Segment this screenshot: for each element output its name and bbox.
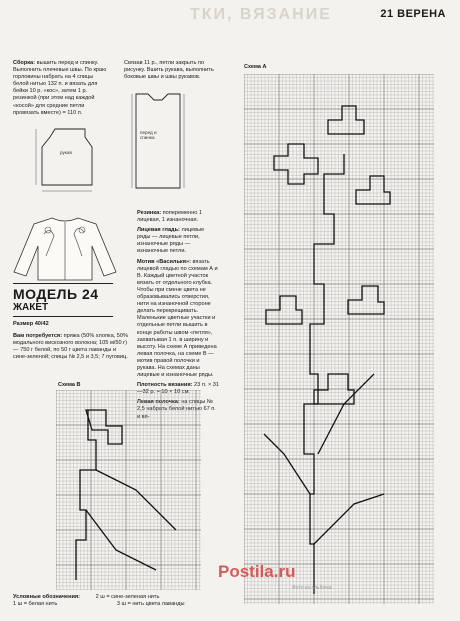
front-back-label: перед и спинка bbox=[140, 130, 157, 140]
sleeve-label: рукав bbox=[60, 150, 72, 155]
legend-item: 1 ш = белая нить bbox=[13, 601, 58, 608]
leaf bbox=[318, 374, 374, 454]
legend-item: 2 ш = сине-зеленая нить bbox=[95, 594, 160, 600]
motif-para: Мотив «Василькя»: вязать лицевой гладью по схемам А и В. Каждый цветной участок вязать от отдельного клубка. Чтобы при смене цвета не образовывались отверстия, нити на изнаночной стороне делать перекрещивать. Маленькие цветные участки и отдельные петли вышить в конце работы швом «петля», захватывая 1 п. в ширину и высоту. На схеме А приведена левая полочка, на схеме В — мотив правой полочки и рукава. На схемах даны лицевые и изнаночные ряды. bbox=[137, 258, 218, 379]
faint-heading: ТКИ, ВЯЗАНИЕ bbox=[190, 6, 332, 23]
flower-head bbox=[356, 176, 390, 204]
schema-a-grid bbox=[244, 74, 434, 604]
schema-a-label: Схема А bbox=[244, 64, 267, 70]
stockinette-para: Лицевая гладь: лицевые ряды — лицевые петли, изнаночные ряды — изнаночные петли. bbox=[137, 227, 205, 255]
density-para: Плотность вязания: 23 п. × 31—32 р. = 10 × 10 см. bbox=[137, 382, 220, 396]
title-rule bbox=[13, 283, 113, 284]
assembly-text: Сборка: вышить перед и спинку. Выполнить плечевые швы. По краю горловины набрать на 4 спицы белой нитью 132 п. и вязать для бейки 10 р. «кос», затем 1 р. резинкой (при этом над каждой «косой» для средние петли провязать вместе) = 110 п. bbox=[13, 60, 107, 116]
schema-b-grid bbox=[56, 390, 201, 590]
left-front-para: Левая полочка: на спицы № 2,5 набрать белой нитью 67 п. и вя- bbox=[137, 399, 216, 420]
closing-text: Связав 11 р., петли закрыть по рисунку. Вшить рукава, выполнить боковые швы и швы рукавов. bbox=[124, 60, 214, 81]
flower-head bbox=[348, 286, 384, 314]
magazine-name: ВЕРЕНА bbox=[397, 8, 446, 20]
materials-text: Вам потребуется: пряжа (50% хлопка, 50% модального вискозного волокна; 105 м/50 г) — 750 г белой, по 50 г цвета лаванды и сине-зеленой; спицы № 2,5 и 3,5; 7 пуговиц. bbox=[13, 333, 128, 361]
rib-para: Резинка: попеременно 1 лицевая, 1 изнаночная. bbox=[137, 210, 203, 224]
page-number: 21 bbox=[380, 8, 394, 20]
legend-item: 3 ш = нить цвета лаванды bbox=[116, 601, 185, 608]
watermark: Postila.ru bbox=[218, 562, 296, 581]
flower-head bbox=[274, 144, 318, 184]
legend: Условные обозначения: 2 ш = сине-зеленая нить 1 ш = белая нить 3 ш = нить цвета лаванды bbox=[13, 594, 185, 608]
schema-b-label: Схема В bbox=[58, 382, 81, 388]
motif-b-leaf bbox=[96, 470, 176, 530]
page-header bbox=[380, 8, 446, 20]
leaf bbox=[264, 434, 310, 494]
jacket-illustration bbox=[12, 212, 118, 282]
model-title: МОДЕЛЬ 24 bbox=[13, 286, 99, 302]
front-back-pattern bbox=[128, 88, 188, 196]
sleeve-pattern bbox=[30, 125, 100, 195]
title-rule-2 bbox=[13, 316, 113, 317]
watermark-sub: Фото из альбома bbox=[292, 585, 332, 591]
motif-b-leaf bbox=[86, 510, 156, 570]
flower-head bbox=[328, 106, 364, 134]
model-name: ЖАКЕТ bbox=[13, 302, 49, 313]
size-label: Размер 40/42 bbox=[13, 321, 49, 327]
